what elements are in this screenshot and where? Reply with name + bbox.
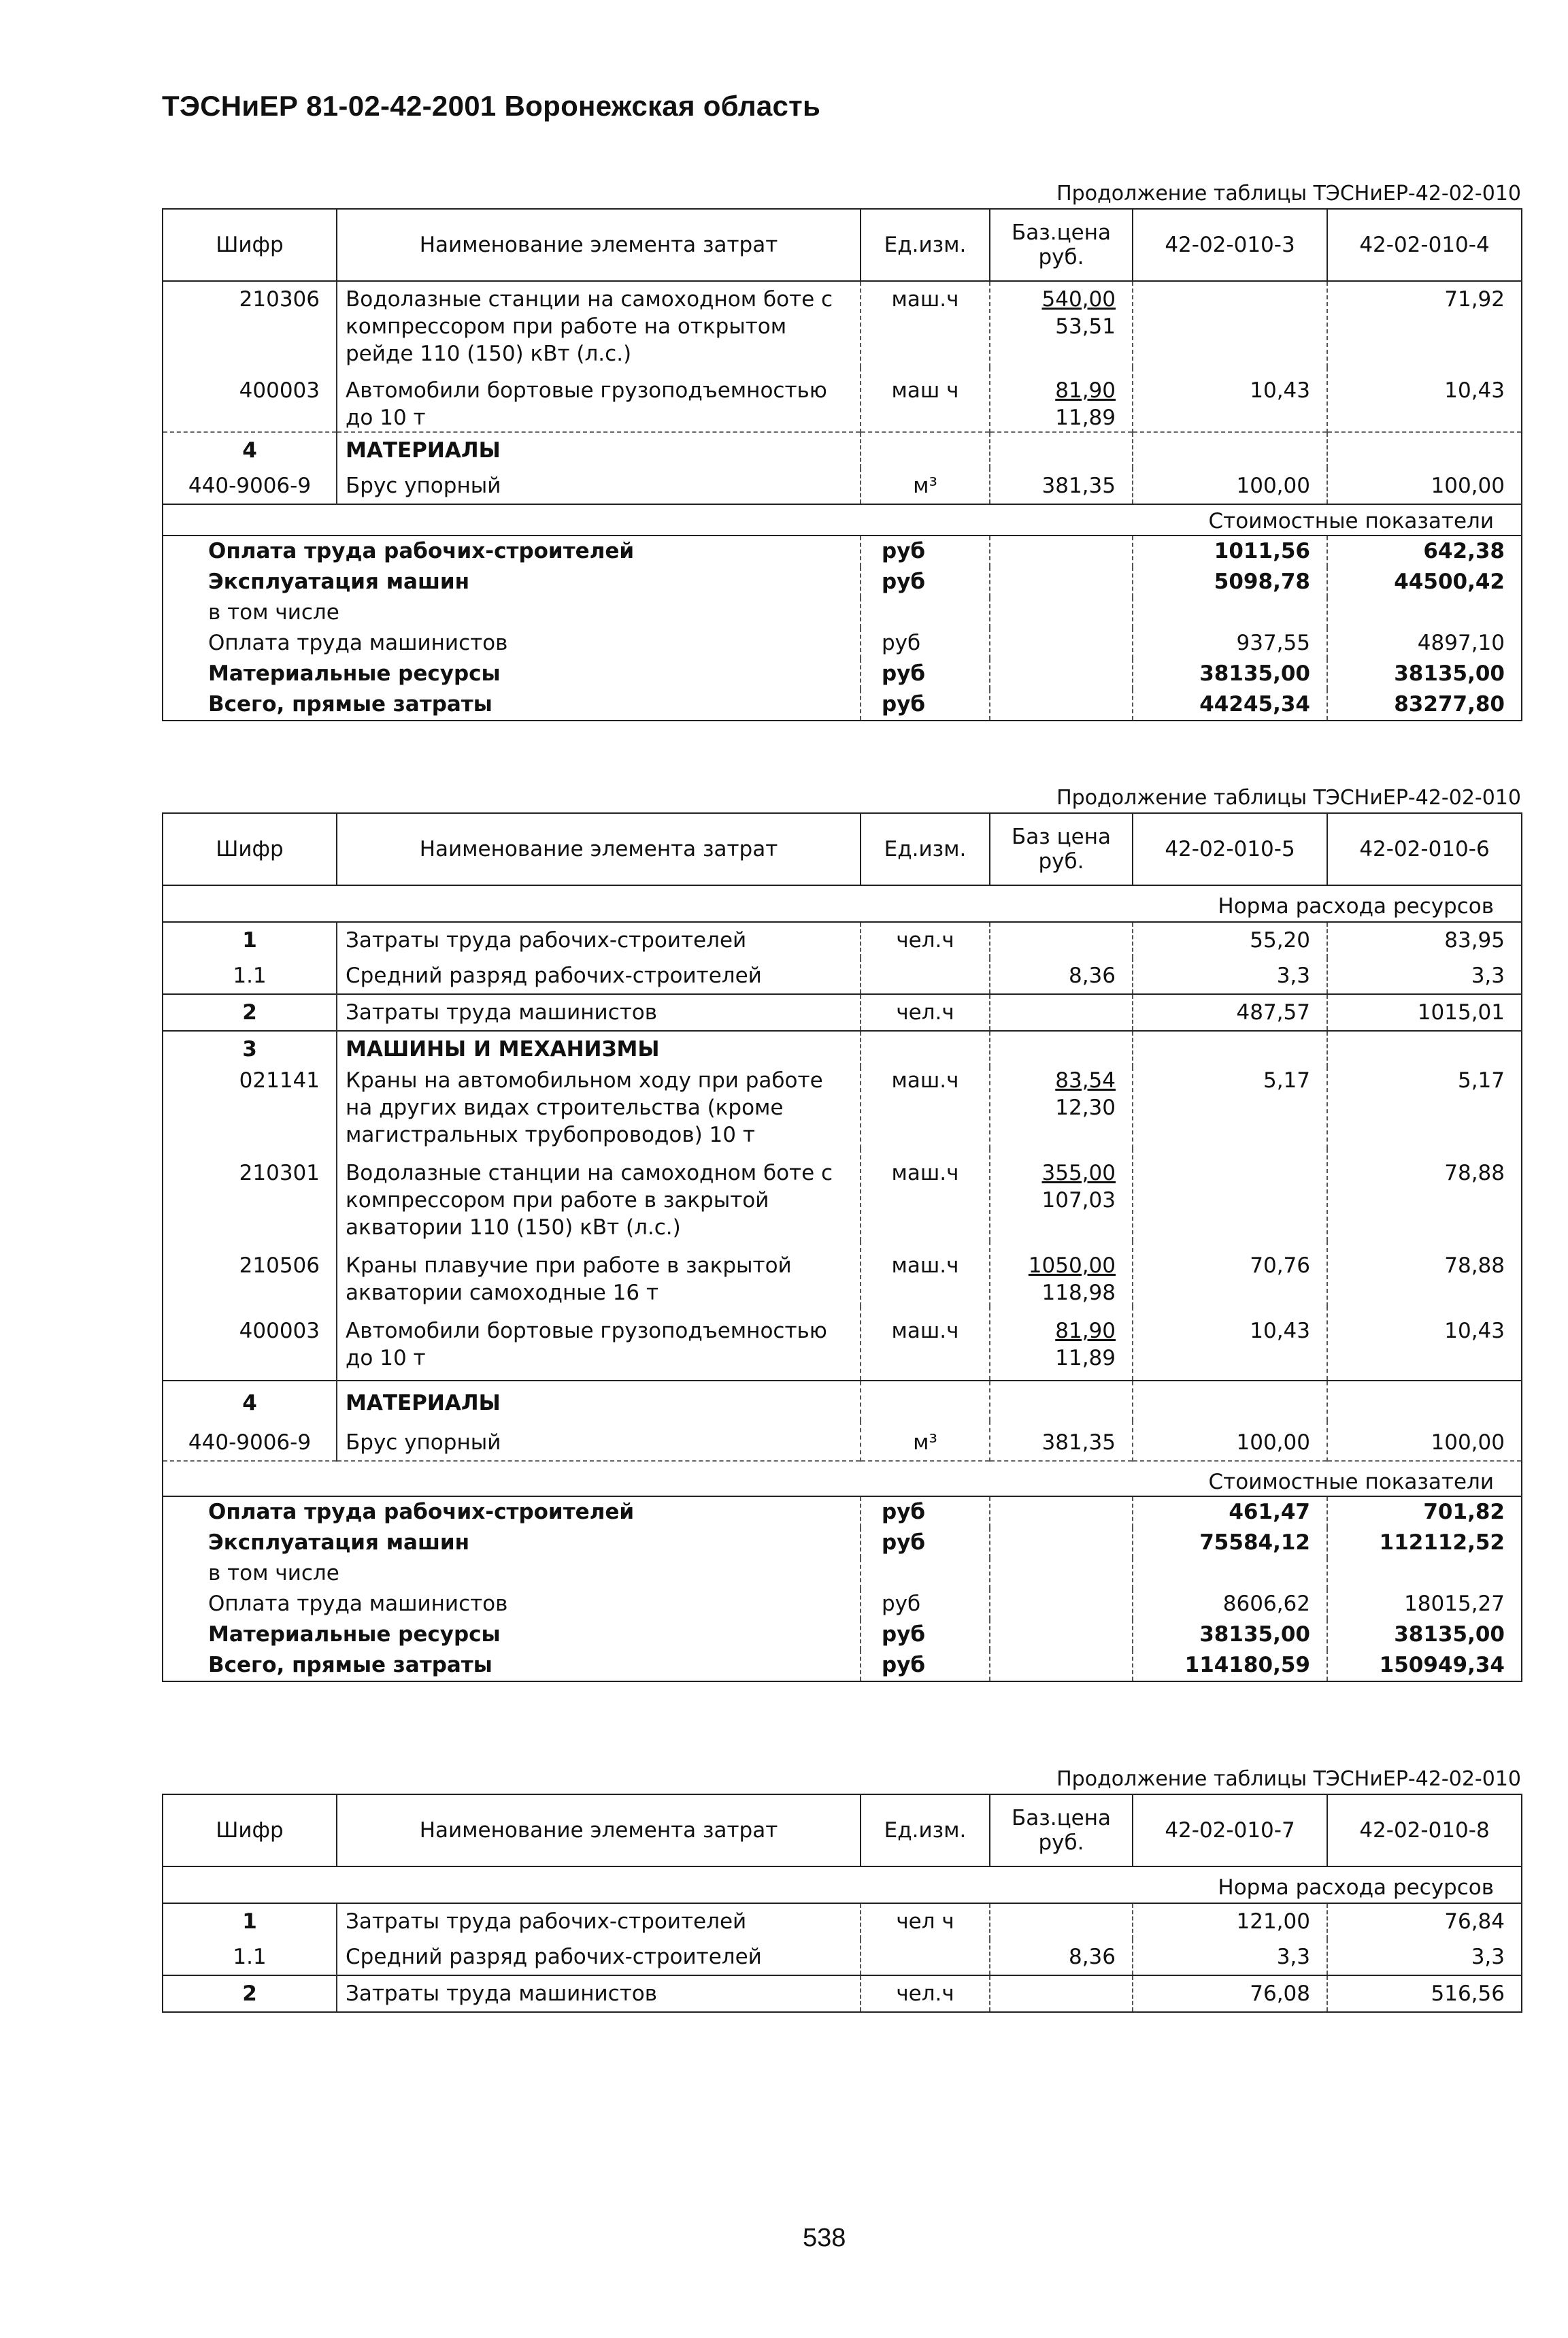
summary-row: Материальные ресурсы руб 38135,00 38135,00 [163, 659, 1522, 689]
table-row: 440-9006-9 Брус упорный м³ 381,35 100,00 100,00 [163, 1421, 1522, 1461]
table-row: 400003 Автомобили бортовые грузоподъемностью до 10 т маш ч 81,90 11,89 10,43 10,43 [163, 367, 1522, 432]
table-row: 1.1 Средний разряд рабочих-строителей 8,36 3,3 3,3 [163, 1939, 1522, 1975]
col-header-b: 42-02-010-6 [1327, 813, 1522, 885]
summary-row: Оплата труда машинистов руб 937,55 4897,10 [163, 628, 1522, 659]
summary-row: Эксплуатация машин руб 75584,12 112112,52 [163, 1528, 1522, 1558]
table-2 [162, 783, 1521, 1682]
col-header-code: Шифр [163, 209, 337, 281]
table-caption: Продолжение таблицы ТЭСНиЕР-42-02-010 [1056, 1767, 1521, 1791]
col-header-name: Наименование элемента затрат [337, 1794, 861, 1866]
section-row: 3 МАШИНЫ И МЕХАНИЗМЫ [163, 1031, 1522, 1067]
table-3 [162, 1764, 1521, 2013]
col-header-unit: Ед.изм. [861, 813, 990, 885]
table-caption: Продолжение таблицы ТЭСНиЕР-42-02-010 [1056, 786, 1521, 810]
col-header-a: 42-02-010-5 [1133, 813, 1327, 885]
table-caption: Продолжение таблицы ТЭСНиЕР-42-02-010 [1056, 182, 1521, 205]
col-header-b: 42-02-010-8 [1327, 1794, 1522, 1866]
section-row: 4 МАТЕРИАЛЫ [163, 1381, 1522, 1421]
col-header-price: Баз.цена руб. [990, 209, 1133, 281]
summary-row: Оплата труда машинистов руб 8606,62 18015,27 [163, 1589, 1522, 1619]
col-header-a: 42-02-010-3 [1133, 209, 1327, 281]
section-row: 4 МАТЕРИАЛЫ [163, 432, 1522, 468]
col-header-code: Шифр [163, 813, 337, 885]
table-row: 400003 Автомобили бортовые грузоподъемностью до 10 т маш.ч 81,90 11,89 10,43 10,43 [163, 1306, 1522, 1381]
col-header-a: 42-02-010-7 [1133, 1794, 1327, 1866]
col-header-name: Наименование элемента затрат [337, 813, 861, 885]
summary-row: Оплата труда рабочих-строителей руб 461,47 701,82 [163, 1496, 1522, 1528]
summary-row: Материальные ресурсы руб 38135,00 38135,00 [163, 1619, 1522, 1650]
summary-row: Всего, прямые затраты руб 44245,34 83277,80 [163, 689, 1522, 721]
norm-title-row: Норма расхода ресурсов [163, 1866, 1522, 1903]
table-row: 1.1 Средний разряд рабочих-строителей 8,36 3,3 3,3 [163, 958, 1522, 994]
col-header-code: Шифр [163, 1794, 337, 1866]
page-number: 538 [803, 2224, 846, 2252]
table-row: 210506 Краны плавучие при работе в закрытой акватории самоходные 16 т маш.ч 1050,00 118,98 70,76 78,88 [163, 1241, 1522, 1306]
col-header-unit: Ед.изм. [861, 1794, 990, 1866]
norm-title-row: Норма расхода ресурсов [163, 885, 1522, 922]
table-row: 021141 Краны на автомобильном ходу при работе на других видах строительства (кроме магистральных трубопроводов) 10 т маш.ч 83,54 12,30 5,17 5,17 [163, 1067, 1522, 1149]
summary-row: Оплата труда рабочих-строителей руб 1011,56 642,38 [163, 536, 1522, 567]
table-row: 210301 Водолазные станции на самоходном боте с компрессором при работе в закрытой акватории 110 (150) кВт (л.с.) маш.ч 355,00 107,03 78,88 [163, 1149, 1522, 1241]
table-row: 2 Затраты труда машинистов чел.ч 487,57 1015,01 [163, 994, 1522, 1031]
col-header-name: Наименование элемента затрат [337, 209, 861, 281]
table-row: 2 Затраты труда машинистов чел.ч 76,08 516,56 [163, 1975, 1522, 2012]
table-row: 1 Затраты труда рабочих-строителей чел ч 121,00 76,84 [163, 1903, 1522, 1939]
table-row: 1 Затраты труда рабочих-строителей чел.ч 55,20 83,95 [163, 922, 1522, 958]
summary-row: в том числе [163, 597, 1522, 628]
col-header-price: Баз.цена руб. [990, 1794, 1133, 1866]
col-header-unit: Ед.изм. [861, 209, 990, 281]
col-header-price: Баз цена руб. [990, 813, 1133, 885]
table-1 [162, 178, 1521, 721]
col-header-b: 42-02-010-4 [1327, 209, 1522, 281]
summary-row: в том числе [163, 1558, 1522, 1589]
cost-title-row: Стоимостные показатели [163, 504, 1522, 536]
table-row: 440-9006-9 Брус упорный м³ 381,35 100,00 100,00 [163, 468, 1522, 504]
cost-title-row: Стоимостные показатели [163, 1461, 1522, 1496]
summary-row: Всего, прямые затраты руб 114180,59 150949,34 [163, 1650, 1522, 1681]
summary-row: Эксплуатация машин руб 5098,78 44500,42 [163, 567, 1522, 597]
table-row: 210306 Водолазные станции на самоходном боте с компрессором при работе на открытом рейде 110 (150) кВт (л.с.) маш.ч 540,00 53,51 71,92 [163, 281, 1522, 367]
document-header: ТЭСНиЕР 81-02-42-2001 Воронежская область [162, 90, 821, 122]
